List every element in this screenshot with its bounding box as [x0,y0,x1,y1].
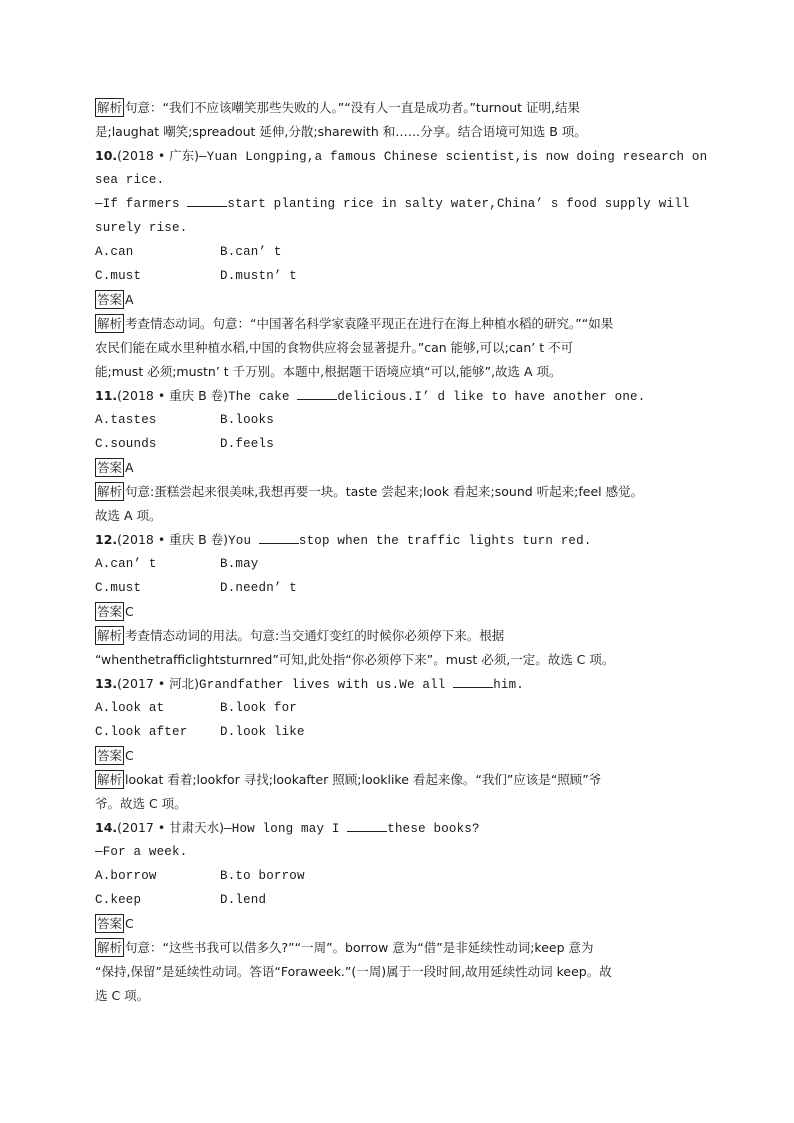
analysis-text: 选 C 项。 [95,988,150,1003]
option-row [95,864,715,888]
analysis-line [95,312,715,336]
question-13-stem [95,672,715,696]
option-a: A.tastes [95,413,157,427]
answer-line [95,456,715,480]
question-text-part: delicious.I’ d like to have another one. [337,390,646,404]
answer-value: C [125,604,134,619]
analysis-line [95,936,715,960]
analysis-tag: 解析 [97,316,123,331]
analysis-text: 句意：“这些书我可以借多久?”“一周”。borrow 意为“借”是非延续性动词;keep 意为 [125,940,594,955]
analysis-line [95,768,715,792]
question-text-part: The cake [228,390,298,404]
option-a: A.borrow [95,869,157,883]
answer-tag: 答案 [97,460,123,475]
analysis-text: 是;laughat 嘲笑;spreadout 延伸,分散;sharewith 和……分享。结合语境可知选 B 项。 [95,124,587,139]
question-text-part: —How long may I [224,822,348,836]
q9-analysis-line [95,96,715,120]
option-c: C.keep [95,893,142,907]
option-b: B.to borrow [220,869,305,883]
analysis-text: 能;must 必须;mustn’ t 千万别。本题中,根据题干语境应填“可以,能够”,故选 A 项。 [95,364,562,379]
option-c: C.must [95,269,142,283]
analysis-text: 考查情态动词。句意：“中国著名科学家袁隆平现正在进行在海上种植水稻的研究。”“如果 [125,316,614,331]
question-11-stem [95,384,715,408]
answer-blank [187,194,227,207]
option-row [95,240,715,264]
question-text: —For a week. [95,845,188,859]
option-a: A.can’ t [95,557,157,571]
answer-line [95,600,715,624]
question-text: —Yuan Longping,a famous Chinese scientist,is now doing research on [199,150,708,164]
option-c: C.look after [95,725,188,739]
question-number: 10. [95,148,118,163]
analysis-text: lookat 看着;lookfor 寻找;lookafter 照顾;looklike 看起来像。“我们”应该是“照顾”爷 [125,772,602,787]
answer-tag: 答案 [97,916,123,931]
answer-value: C [125,916,134,931]
analysis-tag: 解析 [97,628,123,643]
option-a: A.look at [95,701,165,715]
question-text-part: start planting rice in salty water,China’ s food supply will [227,197,690,211]
analysis-tag: 解析 [97,484,123,499]
question-number: 14. [95,820,118,835]
option-d: D.lend [220,893,267,907]
analysis-text: “whenthetrafficlightsturnred”可知,此处指“你必须停下来”。must 必须,一定。故选 C 项。 [95,652,615,667]
option-row [95,264,715,288]
option-row [95,576,715,600]
option-d: D.mustn’ t [220,269,298,283]
question-12-stem [95,528,715,552]
analysis-text: 农民们能在咸水里种植水稻,中国的食物供应将会显著提升。”can 能够,可以;can’ t 不可 [95,340,574,355]
option-row [95,552,715,576]
answer-blank [347,819,387,832]
option-b: B.can’ t [220,245,282,259]
analysis-tag: 解析 [97,940,123,955]
answer-blank [453,675,493,688]
question-text-part: stop when the traffic lights turn red. [298,534,592,548]
analysis-text: “保持,保留”是延续性动词。答语“Foraweek.”(一周)属于一段时间,故用延续性动词 keep。故 [95,964,612,979]
analysis-tag: 解析 [97,100,123,115]
answer-value: A [125,292,134,307]
answer-blank [297,387,337,400]
answer-line [95,912,715,936]
document-page [95,96,715,1008]
analysis-text: 句意:蛋糕尝起来很美味,我想再要一块。taste 尝起来;look 看起来;sound 听起来;feel 感觉。 [125,484,644,499]
option-b: B.may [220,557,259,571]
analysis-text: 句意：“我们不应该嘲笑那些失败的人。”“没有人一直是成功者。”turnout 证明,结果 [125,100,581,115]
answer-value: C [125,748,134,763]
option-row [95,720,715,744]
option-d: D.feels [220,437,274,451]
question-14-stem [95,816,715,840]
question-source: (2018 • 重庆 B 卷) [117,388,229,403]
question-number: 12. [95,532,118,547]
question-text [95,192,715,216]
answer-blank [259,531,299,544]
option-b: B.looks [220,413,274,427]
option-row [95,408,715,432]
question-source: (2017 • 甘肃天水) [117,820,225,835]
option-d: D.needn’ t [220,581,298,595]
answer-tag: 答案 [97,604,123,619]
question-source: (2018 • 重庆 B 卷) [117,532,229,547]
question-text: sea rice. [95,173,165,187]
question-number: 11. [95,388,118,403]
option-row [95,696,715,720]
answer-line [95,288,715,312]
option-b: B.look for [220,701,298,715]
answer-tag: 答案 [97,292,123,307]
question-source: (2018 • 广东) [117,148,200,163]
question-number: 13. [95,676,118,691]
answer-line [95,744,715,768]
option-c: C.sounds [95,437,157,451]
question-text-part: —If farmers [95,197,188,211]
option-row [95,888,715,912]
question-text-part: Grandfather lives with us.We all [199,678,454,692]
analysis-text: 爷。故选 C 项。 [95,796,187,811]
option-c: C.must [95,581,142,595]
question-text-part: You [228,534,259,548]
analysis-line [95,480,715,504]
question-text-part: him. [493,678,524,692]
option-d: D.look like [220,725,305,739]
answer-tag: 答案 [97,748,123,763]
option-row [95,432,715,456]
question-10-stem [95,144,715,168]
analysis-text: 故选 A 项。 [95,508,162,523]
analysis-line [95,624,715,648]
option-a: A.can [95,245,134,259]
analysis-tag: 解析 [97,772,123,787]
question-text-part: these books? [387,822,480,836]
question-source: (2017 • 河北) [117,676,200,691]
analysis-text: 考查情态动词的用法。句意:当交通灯变红的时候你必须停下来。根据 [125,628,505,643]
question-text: surely rise. [95,221,188,235]
answer-value: A [125,460,134,475]
